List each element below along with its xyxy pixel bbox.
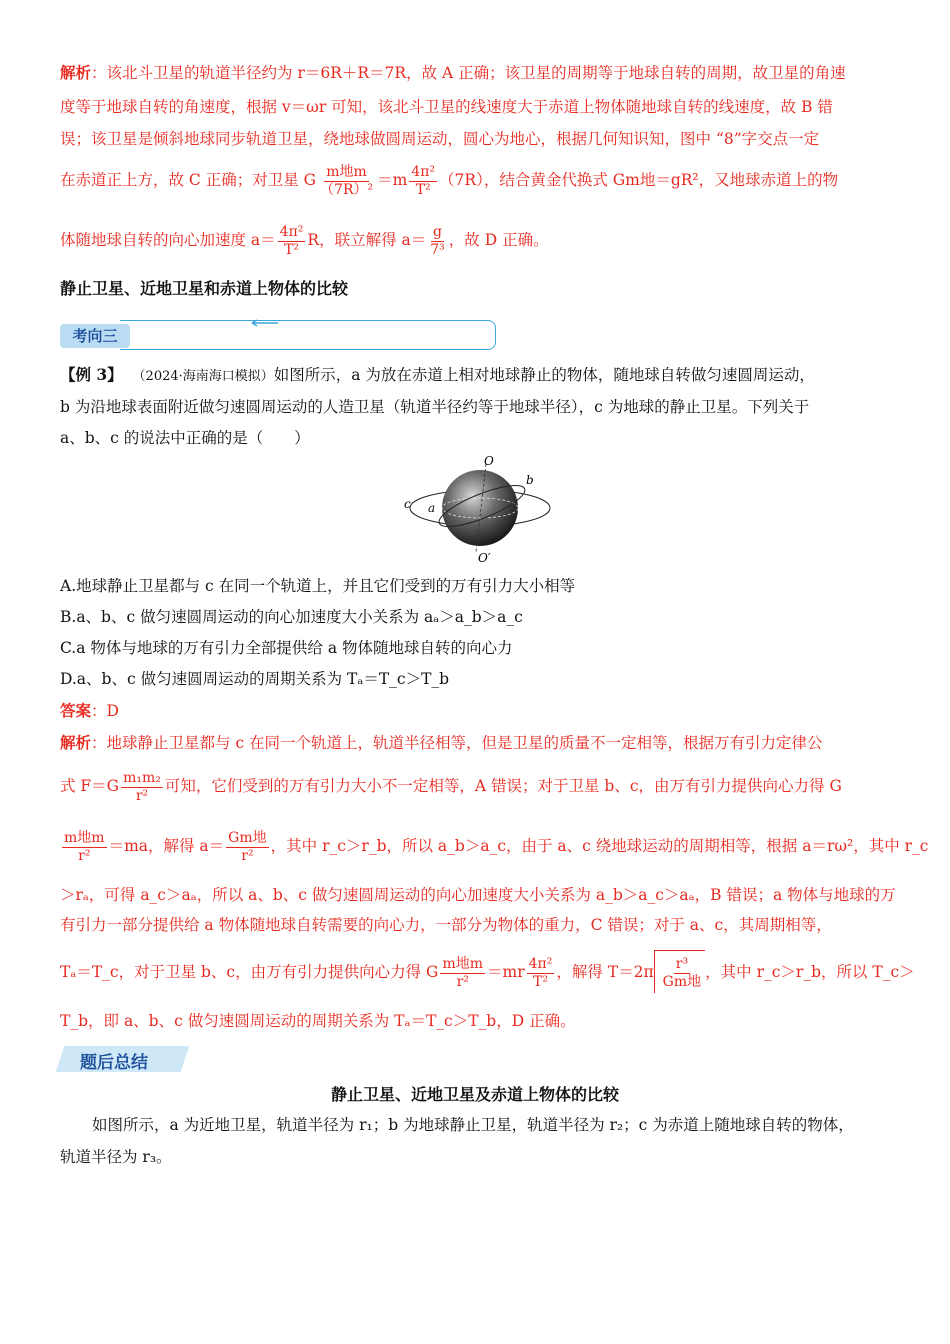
analysis-line-5: 有引力一部分提供给 a 物体随地球自转需要的向心力，一部分为物体的重力，C 错误；对于 a、c，其周期相等， xyxy=(60,916,832,934)
prev-analysis-line-4: 在赤道正上方，故 C 正确；对卫星 G $\frac{\text{m地m}}{\text{（7R）²}}$ ＝m $\frac{\text{4π²}}{\text{T²}}$ （7R），结合黄金代换式 Gm地＝gR²，又地球赤道上的物 xyxy=(60,163,839,198)
example-source: （2024·海南海口模拟） xyxy=(132,369,274,384)
answer-line xyxy=(60,700,886,722)
analysis-line-3: $\frac{\text{m地m}}{\text{r²}}$ ＝ma，解得 a＝ $\frac{\text{Gm地}}{\text{r²}}$ ，其中 r_c＞r_b，所以 a_b＞a_c，由于 a、c 绕地球运动的周期相等，根据 a＝rω²，其中 r_c xyxy=(64,829,929,864)
answer-label: 答案 xyxy=(60,701,92,720)
answer-value: ：D xyxy=(91,702,119,720)
label-c: c xyxy=(404,497,411,511)
option-d: D.a、b、c 做匀速圆周运动的周期关系为 Tₐ＝T_c＞T_b xyxy=(60,670,450,688)
analysis-line-1: 解析：地球静止卫星都与 c 在同一个轨道上，轨道半径相等，但是卫星的质量不一定相等，根据万有引力定律公 xyxy=(60,733,823,752)
option-c: C.a 物体与地球的万有引力全部提供给 a 物体随地球自转的向心力 xyxy=(60,639,513,657)
earth-orbit-figure xyxy=(400,452,560,570)
fraction: $\frac{\text{m地m}}{\text{（7R）²}}$ xyxy=(320,163,374,198)
fraction: $\frac{\text{4π²}}{\text{T²}}$ xyxy=(411,163,436,198)
example-label: 【例 3】 xyxy=(60,365,123,384)
tag-frame xyxy=(120,320,496,350)
analysis-label: 解析 xyxy=(60,733,92,752)
label-o-prime: O′ xyxy=(478,551,491,565)
label-b: b xyxy=(526,473,534,487)
summary-tag xyxy=(60,1046,185,1072)
sqrt-sign xyxy=(654,950,705,993)
analysis-line-7: T_b，即 a、b、c 做匀速圆周运动的周期关系为 Tₐ＝T_c＞T_b，D 正确。 xyxy=(60,1012,576,1030)
analysis-line-2: 式 F＝G $\frac{\text{m₁m₂}}{\text{r²}}$ 可知，它们受到的万有引力大小不一定相等，A 错误；对于卫星 b、c，由万有引力提供向心力得 G xyxy=(60,769,842,804)
example-line-2: b 为沿地球表面附近做匀速圆周运动的人造卫星（轨道半径约等于地球半径），c 为地球的静止卫星。下列关于 xyxy=(60,398,810,416)
fraction: $\frac{\text{m₁m₂}}{\text{r²}}$ xyxy=(123,769,161,804)
summary-line-2: 轨道半径为 r₃。 xyxy=(60,1148,172,1166)
example-line-3: a、b、c 的说法中正确的是（ ） xyxy=(60,429,310,447)
analysis-line-4: ＞rₐ，可得 a_c＞aₐ，所以 a、b、c 做匀速圆周运动的向心加速度大小关系为 a_b＞a_c＞aₐ，B 错误；a 物体与地球的万 xyxy=(60,886,896,904)
arrow-icon xyxy=(250,318,280,328)
prev-analysis-line-5: 体随地球自转的向心加速度 a＝ $\frac{\text{4π²}}{\text{T²}}$ R，联立解得 a＝ $\frac{g}{\text{7³}}$ ，故 D 正确。 xyxy=(60,223,549,258)
fraction: $\frac{\text{r³}}{\text{Gm地}}$ xyxy=(662,955,702,990)
fraction: $\frac{g}{\text{7³}}$ xyxy=(430,223,445,258)
analysis-line-6: Tₐ＝T_c，对于卫星 b、c，由万有引力提供向心力得 G $\frac{\text{m地m}}{\text{r²}}$ ＝mr $\frac{\text{4π²}}{\text{T²}}$ ，解得 T＝2π $\frac{\text{r³}}{\text{Gm地}}$ ，其中 r_c＞r_b，所以 T_c＞ xyxy=(60,950,886,993)
option-a: A.地球静止卫星都与 c 在同一个轨道上，并且它们受到的万有引力大小相等 xyxy=(60,577,576,595)
fraction: $\frac{\text{Gm地}}{\text{r²}}$ xyxy=(228,829,267,864)
fraction: $\frac{\text{m地m}}{\text{r²}}$ xyxy=(442,955,483,990)
section-title: 静止卫星、近地卫星和赤道上物体的比较 xyxy=(60,279,349,298)
fraction: $\frac{\text{4π²}}{\text{T²}}$ xyxy=(279,223,304,258)
label-o: O xyxy=(484,454,494,468)
summary-line-1: 如图所示，a 为近地卫星，轨道半径为 r₁；b 为地球静止卫星，轨道半径为 r₂；c 为赤道上随地球自转的物体， xyxy=(92,1116,854,1134)
label-a: a xyxy=(428,501,436,515)
summary-title: 静止卫星、近地卫星及赤道上物体的比较 xyxy=(330,1085,619,1104)
prev-analysis-line-3: 误；该卫星是倾斜地球同步轨道卫星，绕地球做圆周运动，圆心为地心，根据几何知识知，图中 “8”字交点一定 xyxy=(60,130,820,148)
prev-analysis-label: 解析 xyxy=(60,63,92,82)
fraction: $\frac{\text{m地m}}{\text{r²}}$ xyxy=(64,829,105,864)
prev-analysis-line-2: 度等于地球自转的角速度，根据 v＝ωr 可知，该北斗卫星的线速度大于赤道上物体随地球自转的线速度，故 B 错 xyxy=(60,98,833,116)
prev-analysis-line-1: 解析：该北斗卫星的轨道半径约为 r＝6R＋R＝7R，故 A 正确；该卫星的周期等于地球自转的周期，故卫星的角速 xyxy=(60,63,846,82)
tag-label: 考向三 xyxy=(60,324,130,348)
example-line-1: 【例 3】 （2024·海南海口模拟）如图所示，a 为放在赤道上相对地球静止的物体，随地球自转做匀速圆周运动， xyxy=(60,365,815,384)
tag-direction-3 xyxy=(60,320,440,350)
summary-tag-label: 题后总结 xyxy=(80,1053,148,1073)
fraction: $\frac{\text{4π²}}{\text{T²}}$ xyxy=(528,955,553,990)
option-b: B.a、b、c 做匀速圆周运动的向心加速度大小关系为 aₐ＞a_b＞a_c xyxy=(60,608,523,626)
